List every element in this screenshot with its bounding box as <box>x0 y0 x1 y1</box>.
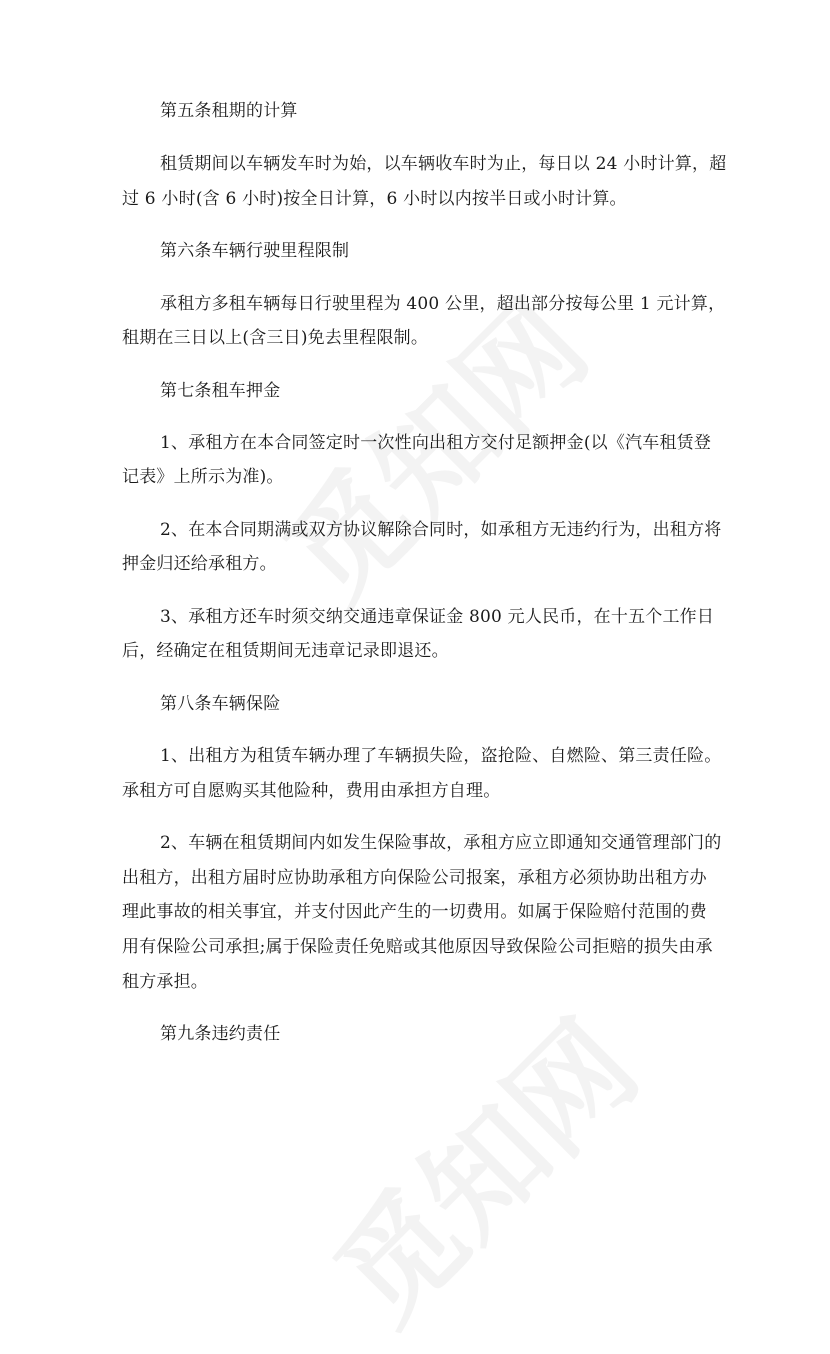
section-heading-8: 第八条车辆保险 <box>160 694 281 714</box>
paragraph-line: 承租方多租车辆每日行驶里程为 400 公里，超出部分按每公里 1 元计算， <box>160 294 726 314</box>
paragraph-line: 2、在本合同期满或双方协议解除合同时，如承租方无违约行为，出租方将 <box>160 520 722 540</box>
paragraph-line: 1、出租方为租赁车辆办理了车辆损失险，盗抢险、自燃险、第三责任险。 <box>160 746 722 766</box>
paragraph-line: 1、承租方在本合同签定时一次性向出租方交付足额押金(以《汽车租赁登 <box>160 433 712 453</box>
paragraph-line: 后，经确定在租赁期间无违章记录即退还。 <box>122 641 449 661</box>
paragraph-line: 理此事故的相关事宜，并支付因此产生的一切费用。如属于保险赔付范围的费 <box>122 902 707 922</box>
paragraph-line: 租赁期间以车辆发车时为始，以车辆收车时为止，每日以 24 小时计算，超 <box>160 154 727 174</box>
paragraph-line: 用有保险公司承担;属于保险责任免赔或其他原因导致保险公司拒赔的损失由承 <box>122 937 713 957</box>
section-heading-6: 第六条车辆行驶里程限制 <box>160 241 350 261</box>
paragraph-line: 租期在三日以上(含三日)免去里程限制。 <box>122 328 429 348</box>
paragraph-line: 租方承担。 <box>122 972 208 992</box>
section-heading-5: 第五条租期的计算 <box>160 101 298 121</box>
paragraph-line: 承租方可自愿购买其他险种，费用由承担方自理。 <box>122 781 501 801</box>
paragraph-line: 2、车辆在租赁期间内如发生保险事故，承租方应立即通知交通管理部门的 <box>160 833 722 853</box>
paragraph-line: 3、承租方还车时须交纳交通违章保证金 800 元人民币，在十五个工作日 <box>160 607 715 627</box>
section-heading-7: 第七条租车押金 <box>160 381 281 401</box>
section-heading-9: 第九条违约责任 <box>160 1024 281 1044</box>
paragraph-line: 记表》上所示为准)。 <box>122 467 284 487</box>
paragraph-line: 出租方，出租方届时应协助承租方向保险公司报案，承租方必须协助出租方办 <box>122 868 707 888</box>
paragraph-line: 过 6 小时(含 6 小时)按全日计算，6 小时以内按半日或小时计算。 <box>122 189 627 209</box>
watermark-bottom <box>292 978 668 1354</box>
paragraph-line: 押金归还给承租方。 <box>122 554 277 574</box>
